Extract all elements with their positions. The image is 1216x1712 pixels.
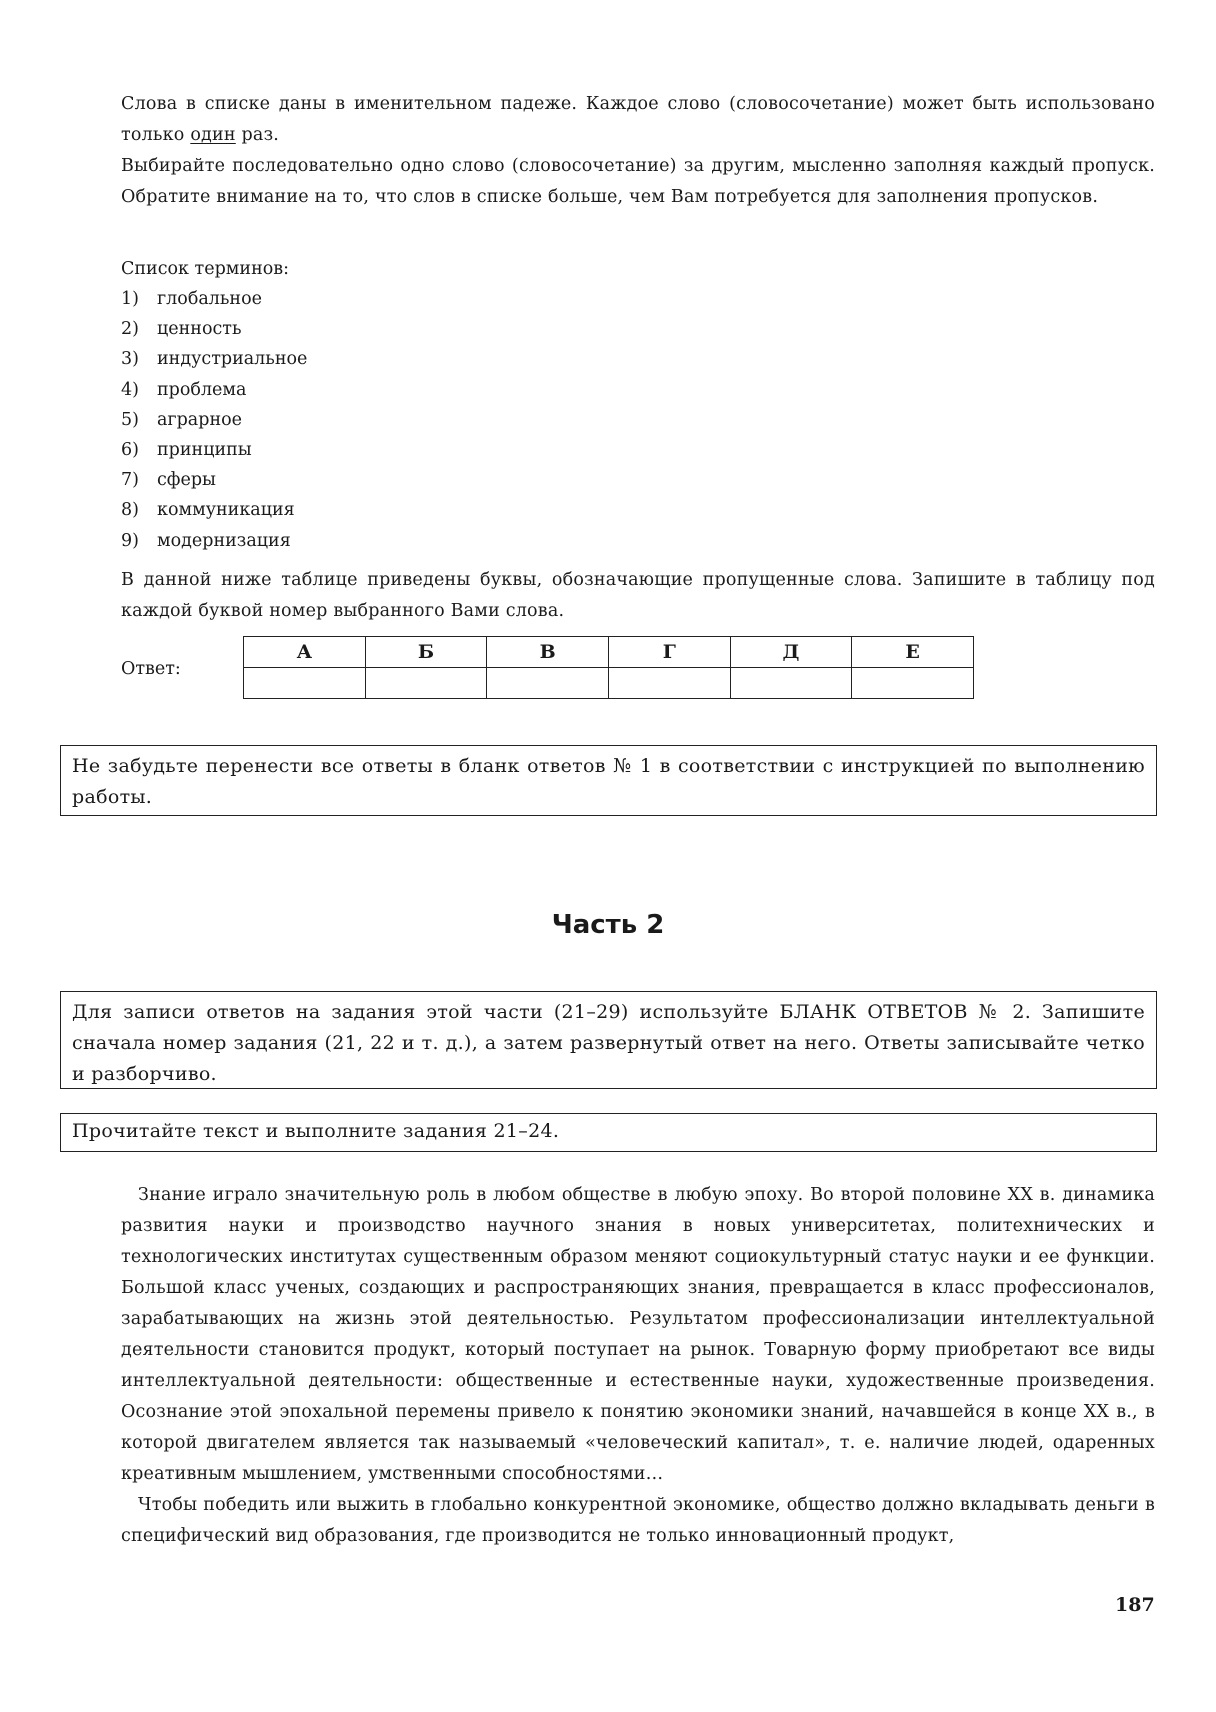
- answer-cell-g[interactable]: [608, 668, 730, 699]
- terms-list: [121, 254, 621, 556]
- term-item-5: 5) аграрное: [121, 409, 242, 430]
- reading-paragraph-1: Знание играло значительную роль в любом обществе в любую эпоху. Во второй половине XX в. динамика развития науки и производство научного знания в новых университетах, политехнических и технологических институтах существенным образом меняют социокультурный статус науки и ее функции. Большой класс ученых, создающих и распространяющих знания, превращается в класс профессионалов, зарабатывающих на жизнь этой деятельностью. Результатом профессионализации интеллектуальной деятельности становится продукт, который поступает на рынок. Товарную форму приобретают все виды интеллектуальной деятельности: общественные и естественные науки, художественные произведения. Осознание этой эпохальной перемены привело к понятию экономики знаний, начавшейся в конце XX в., в которой двигателем является так называемый «человеческий капитал», т. е. наличие людей, одаренных креативным мышлением, умственными способностями…: [121, 1185, 1155, 1484]
- part-title: Часть 2: [551, 910, 665, 940]
- term-item-7: 7) сферы: [121, 470, 216, 491]
- answer-column-header: Д: [730, 637, 852, 668]
- answer-cell-a[interactable]: [244, 668, 366, 699]
- term-item-1: 1) глобальное: [121, 289, 262, 309]
- instruction-paragraph-2: Выбирайте последовательно одно слово (словосочетание) за другим, мысленно заполняя каждый пропуск. Обратите внимание на то, что слов в списке больше, чем Вам потребуется для заполнения пропусков.: [121, 156, 1155, 207]
- answer-column-header: Б: [365, 637, 487, 668]
- answer-header-row: [244, 637, 974, 668]
- answer-input-a[interactable]: [244, 668, 369, 698]
- answer-table: [243, 636, 974, 699]
- term-item-3: 3) индустриальное: [121, 349, 308, 370]
- part2-instruction-box: Для записи ответов на задания этой части (21–29) используйте БЛАНК ОТВЕТОВ № 2. Запишите сначала номер задания (21, 22 и т. д.), а затем развернутый ответ на него. Ответы записывайте четко и разборчиво.: [60, 991, 1157, 1089]
- terms-items: [121, 284, 621, 556]
- answer-cell-d[interactable]: [730, 668, 852, 699]
- page-number: 187: [1115, 1594, 1155, 1616]
- answer-input-row: [244, 668, 974, 699]
- answer-input-v[interactable]: [487, 668, 612, 698]
- notice-box: Не забудьте перенести все ответы в бланк ответов № 1 в соответствии с инструкцией по выполнению работы.: [60, 745, 1157, 816]
- instructions-intro: [121, 89, 1155, 213]
- answer-column-header: Г: [608, 637, 730, 668]
- answer-input-g[interactable]: [609, 668, 734, 698]
- reading-paragraph-2: Чтобы победить или выжить в глобально конкурентной экономике, общество должно вкладывать деньги в специфический вид образования, где производится не только инновационный продукт,: [121, 1495, 1155, 1546]
- answer-cell-b[interactable]: [365, 668, 487, 699]
- answer-label: Ответ:: [121, 659, 181, 679]
- term-item-6: 6) принципы: [121, 440, 252, 461]
- answer-input-d[interactable]: [731, 668, 856, 698]
- answer-input-e[interactable]: [852, 668, 977, 698]
- term-item-9: 9) модернизация: [121, 530, 291, 551]
- answer-cell-e[interactable]: [852, 668, 974, 699]
- answer-cell-v[interactable]: [487, 668, 609, 699]
- task-box: Прочитайте текст и выполните задания 21–24.: [60, 1113, 1157, 1152]
- answer-column-header: В: [487, 637, 609, 668]
- underlined-word: один: [190, 125, 236, 145]
- term-item-2: 2) ценность: [121, 319, 242, 340]
- term-item-4: 4) проблема: [121, 379, 247, 400]
- instruction-paragraph-1: Слова в списке даны в именительном падеже. Каждое слово (словосочетание) может быть использовано только один раз.: [121, 94, 1155, 145]
- answer-input-b[interactable]: [366, 668, 491, 698]
- terms-list-title: Список терминов:: [121, 259, 290, 279]
- term-item-8: 8) коммуникация: [121, 500, 295, 521]
- answer-column-header: Е: [852, 637, 974, 668]
- table-instruction: В данной ниже таблице приведены буквы, обозначающие пропущенные слова. Запишите в таблицу под каждой буквой номер выбранного Вами слова.: [121, 570, 1155, 621]
- answer-column-header: А: [244, 637, 366, 668]
- reading-passage: [121, 1180, 1155, 1552]
